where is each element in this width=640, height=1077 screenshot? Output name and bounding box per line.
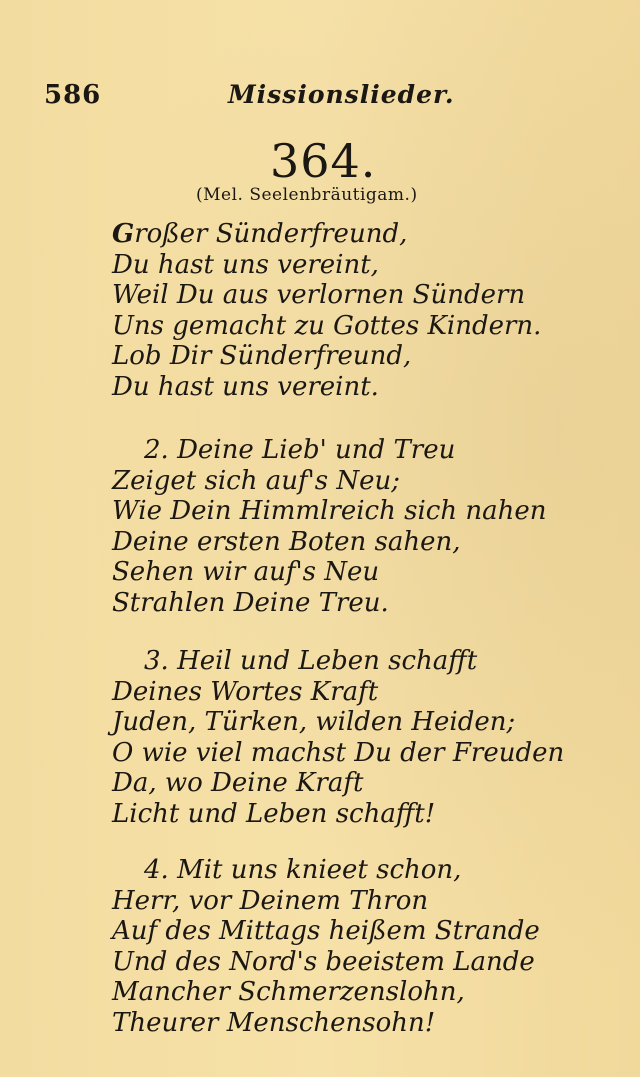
stanza-1	[112, 219, 592, 403]
verse-line: Auf des Mittags heißem Strande	[112, 916, 540, 947]
verse-line: Uns gemacht zu Gottes Kindern.	[112, 310, 542, 341]
hymn-number: 364.	[270, 134, 377, 188]
verse-line: Und des Nord's beeistem Lande	[112, 946, 535, 977]
running-head: Missionslieder.	[228, 80, 455, 109]
stanza-3	[112, 646, 592, 830]
verse-line: Herr, vor Deinem Thron	[112, 885, 429, 916]
show-through-text	[516, 130, 636, 186]
verse-line: Sehen wir auf's Neu	[112, 557, 380, 588]
verse-line: O wie viel machst Du der Freuden	[112, 737, 565, 768]
verse-line: Deine ersten Boten sahen,	[112, 526, 461, 557]
verse-line: Deines Wortes Kraft	[112, 676, 379, 707]
verse-line: Lob Dir Sünderfreund,	[112, 341, 412, 372]
verse-line: Großer Sünderfreund,	[112, 219, 408, 249]
verse-line: Theurer Menschensohn!	[112, 1007, 436, 1038]
verse-line: Zeiget sich auf's Neu;	[112, 465, 401, 496]
verse-line: Du hast uns vereint,	[112, 249, 379, 280]
verse-line: Weil Du aus verlornen Sündern	[112, 280, 526, 311]
verse-line: Da, wo Deine Kraft	[112, 768, 364, 799]
verse-line: Wie Dein Himmlreich sich nahen	[112, 496, 547, 527]
verse-line: 3. Heil und Leben schafft	[144, 646, 478, 676]
verse-line: Du hast uns vereint.	[112, 371, 379, 402]
verse-line: 2. Deine Lieb' und Treu	[144, 435, 456, 465]
verse-line: Licht und Leben schafft!	[112, 798, 436, 829]
verse-line: 4. Mit uns knieet schon,	[144, 855, 462, 885]
page-number: 586	[44, 80, 102, 110]
verse-line: Mancher Schmerzenslohn,	[112, 977, 465, 1008]
melody-note: (Mel. Seelenbräutigam.)	[196, 185, 418, 205]
stanza-4	[112, 855, 592, 1039]
verse-line: Juden, Türken, wilden Heiden;	[112, 707, 516, 738]
verse-line: Strahlen Deine Treu.	[112, 587, 389, 618]
stanza-2	[112, 435, 592, 619]
